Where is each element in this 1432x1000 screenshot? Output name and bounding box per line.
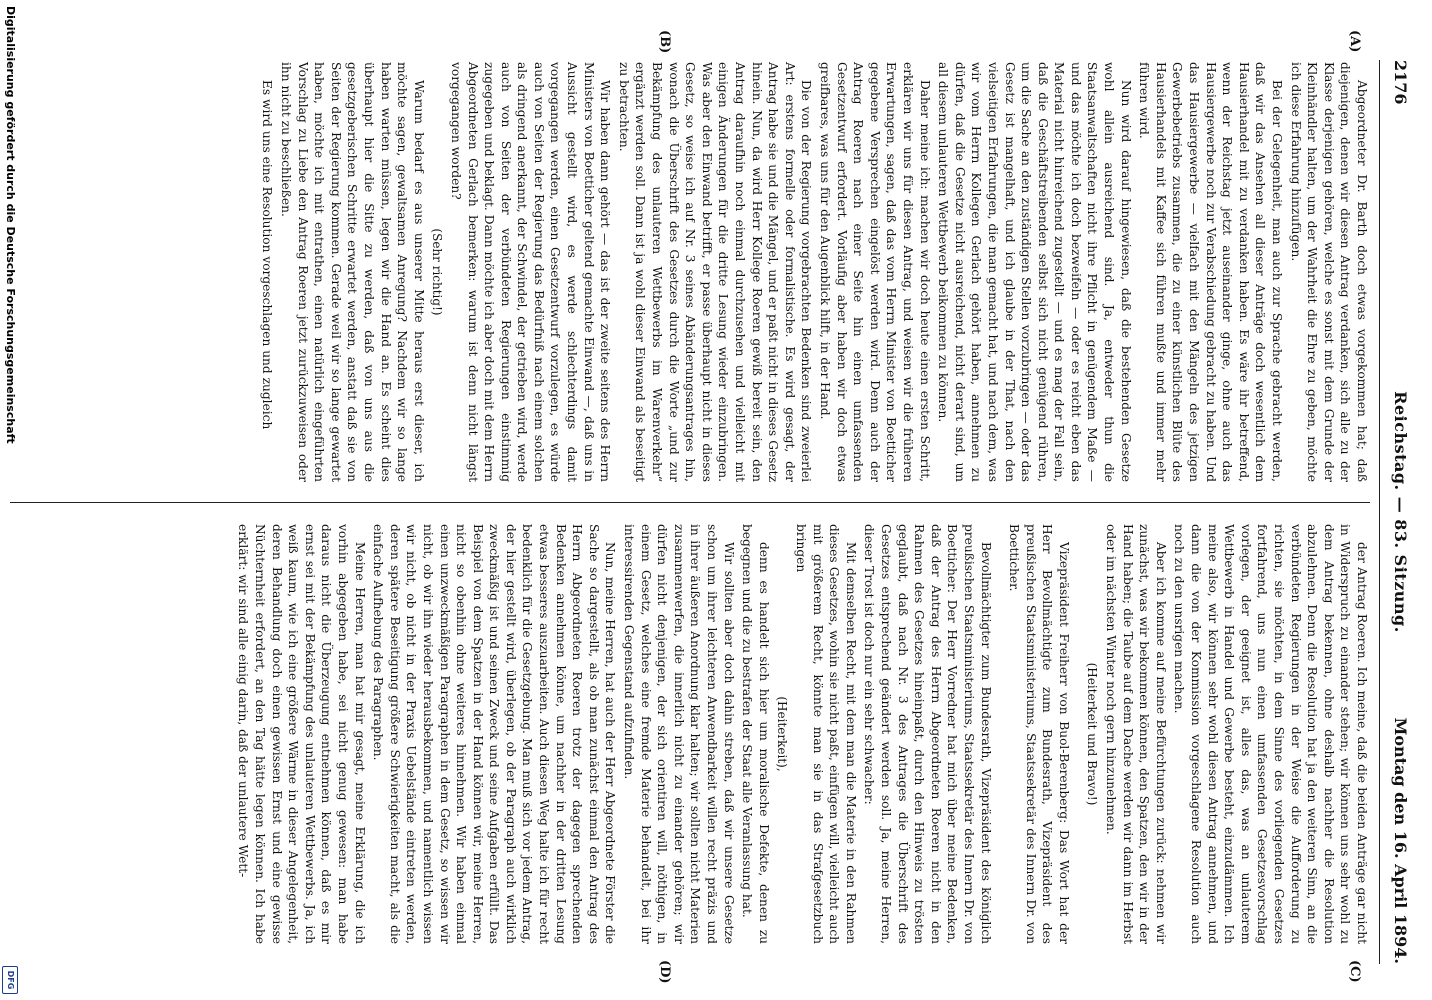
- paragraph: Bei der Gelegenheit, man auch zur Sprache gebracht werden, daß wir das Ansehen all dieser Anträge doch wesentlich dem Hausierhandel mit zu verdanken haben. Es wäre ihr betreffend, wenn der Reichstag jetzt auseinander ginge, ohne auch das Hausiergewerbe noch zur Verabschiedung gebracht zu haben. Und das Hausiergewerbe — vielfach mit den Mängeln des jetzigen Gewerbebetriebs zusammen, die zu einer künstlichen Blüte des Hausierhandels mit Kaffee sich führen mußte und immer mehr führen wird.: [1137, 62, 1285, 482]
- paragraph: Abgeordneter Dr. Barth doch etwas vorgekommen hat; daß diejenigen, denen wir diesen Antrag verdanken, sich alle zu der Klasse derjenigen gehören, welche es sonst mit dem Grunde der Kleinhändler halten, um der Wahrheit die Ehre zu geben, möchte ich diese Erfahrung hinzufügen.: [1288, 62, 1369, 482]
- page-header: [1379, 60, 1414, 964]
- margin-mark-c: (C): [1347, 960, 1362, 983]
- paragraph: Aber ich komme auf meine Befürchtungen zurück: nehmen wir zunächst, was wir bekommen können, den Spatzen, den wir in der Hand haben; die Taube auf dem Dache werden wir dann im Herbst oder im nächsten Winter noch gern hinzunehmen.: [1104, 524, 1168, 944]
- paragraph: der Antrag Roeren. Ich meine, daß die beiden Anträge gar nicht in Widerspruch zu einander stehen; wir können uns sehr wohl zu dem Antrag bekennen, ohne deshalb nachher die Resolution abzulehnen. Denn die Resolution hat ja den weiteren Sinn, an die verbündeten Regierungen in der Weise die Aufforderung zu richten, sie möchten, in dem Sinne des vorliegenden Gesetzes fortfahrend, uns nun einen umfassenden Gesetzesvorschlag vorlegen, der geeignet ist, alles das, was an unlauterem Wettbewerb in Handel und Gewerbe besteht, einzudämmen. Ich meine also, wir können sehr wohl diesen Antrag annehmen, und dann die von der Kommission vorgeschlagene Resolution auch noch zu den unsrigen machen.: [1172, 524, 1369, 944]
- speaker-paragraph: Vizepräsident Freiherr von Buol-Berenberg: Das Wort hat der Herr Bevollmächtigte zum Bundesrath, Vizepräsident des preußischen Staatsministeriums, Staatssekretär des Innern Dr. von Boetticher.: [1007, 524, 1071, 944]
- margin-mark-b: (B): [657, 30, 672, 54]
- paragraph: Nun, meine Herren, hat auch der Herr Abgeordnete Förster die Sache so dargestellt, als ob man zunächst einmal den Antrag des Herrn Abgeordneten Roeren trotz der dagegen sprechenden Bedenken annehmen könne, um nachher in der dritten Lesung etwas besseres auszuarbeiten. Auch diesen Weg halte ich für recht bedenklich für die Gesetzgebung. Man muß sich vor jedem Antrag, der hier gestellt wird, überlegen, ob der Paragraph auch wirklich zweckmäßig ist und seinen Zweck und seine Aufgaben erfüllt. Das Beispiel von dem Spatzen in der Hand können wir, meine Herren, nicht so obenhin ohne weiteres hinnehmen. Wir haben einmal einen unzweckmäßigen Paragraphen in dem Gesetz, so wissen wir nicht, ob wir ihn wieder herausbekommen, und namentlich wissen wir nicht, ob nicht in der Praxis Uebelstände eintreten werden, deren spätere Beseitigung größere Schwierigkeiten macht, als die einfache Aufhebung des Paragraphen.: [371, 524, 618, 944]
- margin-mark-d: (D): [657, 960, 672, 984]
- paragraph: Daher meine ich: machen wir doch heute einen ersten Schritt, erklären wir uns für diesen Antrag, und weisen wir die früheren Erwartungen, sagen, daß das vom Herrn Minister von Boetticher gegebene Versprechen eingelöst werden wird. Denn auch der Antrag Roeren nach einer Seite hin einen umfassenden Gesetzentwurf erfordert. Vorläufig aber haben wir doch etwas greifbares, was uns für den Augenblick hilft, in der Hand.: [818, 62, 932, 482]
- session-title: Reichstag. — 83. Sitzung.: [1391, 391, 1410, 633]
- interjection: (Heiterkeit),: [775, 696, 790, 772]
- footer: [0, 0, 20, 1000]
- right-column: [233, 524, 1370, 944]
- digitization-credit: Digitalisierung gefördert durch die Deutsche Forschungsgemeinschaft: [4, 6, 17, 444]
- margin-mark-a: (A): [1347, 30, 1362, 53]
- page-number: 2176: [1391, 60, 1410, 105]
- paragraph: Die von der Regierung vorgebrachten Bedenken sind zweierlei Art: erstens formelle oder formalistische. Es wird gesagt, der Antrag habe sie und die Mängel, und er paßt nicht in dieses Gesetz hinein. Nun, da wird Herr Kollege Roeren gewiß bereit sein, den Antrag daraufhin noch einmal durchzusehen und vielleicht mit einigen Änderungen für die dritte Lesung wieder einzubringen. Was aber den Einwand betrifft, er passe überhaupt nicht in dieses Gesetz, so weise ich auf Nr. 3 seines Abänderungsantrages hin, wonach die Überschrift des Gesetzes durch die Worte „und zur Bekämpfung des unlauteren Wettbewerbs im Warenverkehr“ ergänzt werden soll. Dann ist ja wohl dieser Einwand als beseitigt zu betrachten.: [616, 62, 814, 482]
- paragraph: Mit demselben Recht, mit dem man die Materie in den Rahmen dieses Gesetzes, wohin sie nicht paßt, einfügen will, vielleicht auch mit größerem Recht, könnte man sie in das Strafgesetzbuch bringen: [794, 524, 858, 944]
- paragraph: Warum bedarf es aus unserer Mitte heraus erst dieser, ich möchte sagen, gewaltsamen Anregung? Nachdem wir so lange haben warten müssen, legen wir die Hand an. Es scheint dies überhaupt hier die Sitte zu werden, daß von uns aus die gesetzgeberischen Schritte erwartet werden, anstatt daß sie von Seiten der Regierung kommen. Gerade weil wir so lange gewartet haben, möchte ich mit entrathen, einen natürlich eingeführten Vorschlag zu Liebe den Antrag Roeren jetzt zurückzuweisen oder ihn nicht zu beschließen.: [279, 62, 426, 482]
- paragraph: Wir haben dann gehört — das ist der zweite seitens des Herrn Ministers von Boetticher geltend gemachte Einwand —, daß uns in Aussicht gestellt wird, es werde schlechterdings damit vorgegangen werden, einen Gesetzentwurf vorzulegen, es würde auch von Seiten der Regierung das Bedürfniß nach einem solchen als dringend anerkannt, der Schwindel, der getrieben wird, werde auch von Seiten der verbündeten Regierungen einstimmig zugegeben und beklagt. Dann möchte ich aber doch mit dem Herrn Abgeordneten Gerlach bemerken: warum ist denn nicht längst vorgegangen worden?: [448, 62, 613, 482]
- dfg-logo: DFG: [2, 966, 18, 994]
- left-column: [257, 62, 1370, 482]
- paragraph: Nun wird darauf hingewiesen, daß die bestehenden Gesetze wohl allein ausreichend sind. Ja, entweder thun die Staatsanwaltschaften nicht ihre Pflicht in genügendem Maße — und das möchte ich doch bezweifeln — oder es reicht eben das Material nicht hinreichend zugestellt — und es mag der Fall sein, daß die Geschäftstreibenden selbst sich nicht genügend rühren, um die Sache an den zuständigen Stellen vorzubringen — oder das Gesetz ist mangelhaft, und ich glaube in der That, nach den vielseitigen Erfahrungen, die man gemacht hat, und nach dem, was wir vom Herrn Kollegen Gerlach gehört haben, annehmen zu dürfen, daß die Gesetze nicht ausreichend, nicht derart sind, um all diesem unlauteren Wettbewerb beikommen zu können.: [936, 62, 1133, 482]
- paragraph: Wir sollten aber doch dahin streben, daß wir unsere Gesetze schon um ihrer leichteren Anwendbarkeit willen recht präzis und in ihrer äußeren Anordnung klar halten; wir sollten nicht Materien zusammenwerfen, die innerlich nicht zu einander gehören; wir dürfen nicht denjenigen, der sich orientiren will, nöthigen, in einem Gesetz, welches eine fremde Materie behandelt, bei ihr interessirenden Gegenstand aufzufinden.: [622, 524, 736, 944]
- paragraph: Meine Herren, man hat mir gesagt, meine Erklärung, die ich vorhin abgegeben habe, sei nicht genug gewesen: man habe daraus nicht die Überzeugung entnehmen können, daß es mir ernst sei mit der Bekämpfung des unlauteren Wettbewerbs. Ja, ich weiß kaum, wie ich eine größere Wärme in dieser Angelegenheit, deren Behandlung doch einen gewissen Ernst und eine gewisse Nüchternheit erfordert, an den Tag hätte legen können. Ich habe erklärt: wir sind alle einig darin, daß der unlautere Wett-: [236, 524, 367, 944]
- paragraph: denn es handelt sich hier um moralische Defekte, denen zu begegnen und die zu bestrafen der Staat alle Veranlassung hat.: [740, 524, 771, 944]
- interjection: (Heiterkeit und Bravo!): [1085, 662, 1100, 806]
- column-divider: [10, 502, 1370, 503]
- session-date: Montag den 16. April 1894.: [1391, 717, 1410, 964]
- paragraph: Es wird uns eine Resolution vorgeschlagen und zugleich: [260, 80, 275, 430]
- interjection: (Sehr richtig!): [430, 228, 445, 316]
- speaker-paragraph: Bevollmächtigter zum Bundesrath, Vizepräsident des königlich preußischen Staatsministeriums, Staatssekretär des Innern Dr. von Boetticher: Der Herr Vorredner hat mich über meine Bedenken, daß der Antrag des Herrn Abgeordneten Roeren nicht in den Rahmen des Gesetzes hineinpaßt, durch den Hinweis zu trösten geglaubt, daß nach Nr. 3 des Antrages die Überschrift des Gesetzes entsprechend geändert werden soll. Ja, meine Herren, dieser Trost ist doch nur ein sehr schwacher:: [862, 524, 993, 944]
